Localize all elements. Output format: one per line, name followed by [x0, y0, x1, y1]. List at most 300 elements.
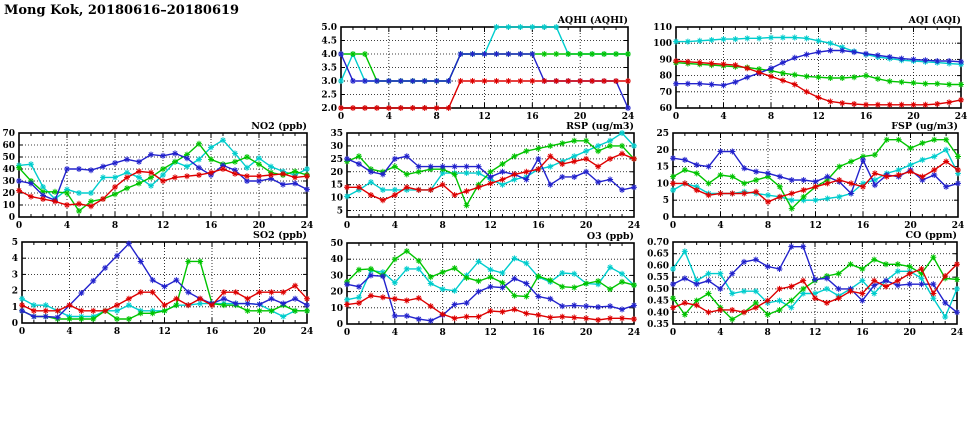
- data-point: [851, 101, 857, 107]
- data-point: [765, 192, 771, 198]
- data-point: [931, 137, 937, 143]
- data-point: [946, 82, 952, 88]
- data-point: [682, 275, 688, 281]
- data-point: [670, 295, 676, 301]
- data-point: [709, 82, 715, 88]
- data-point: [185, 302, 191, 308]
- data-point: [446, 78, 452, 84]
- data-point: [685, 59, 691, 65]
- data-point: [753, 288, 759, 294]
- data-point: [362, 78, 368, 84]
- x-tick-label: 12: [156, 221, 170, 231]
- data-point: [464, 202, 470, 208]
- data-point: [824, 300, 830, 306]
- y-tick-label: 0.70: [647, 238, 669, 248]
- data-point: [919, 266, 925, 272]
- chart-canvas-rsp: [315, 120, 644, 233]
- y-tick-label: 0.50: [647, 284, 669, 295]
- data-point: [499, 177, 505, 183]
- data-point: [859, 278, 865, 284]
- data-point: [173, 302, 179, 308]
- data-point: [732, 79, 738, 85]
- data-point: [280, 182, 286, 188]
- data-point: [523, 260, 529, 266]
- data-point: [304, 296, 310, 302]
- data-point: [416, 187, 422, 193]
- data-point: [801, 194, 807, 200]
- data-point: [673, 39, 679, 45]
- x-tick-label: 0: [343, 328, 351, 338]
- data-point: [88, 167, 94, 173]
- data-point: [827, 40, 833, 46]
- data-point: [816, 74, 822, 80]
- data-point: [553, 51, 559, 57]
- data-point: [517, 24, 523, 30]
- data-point: [863, 102, 869, 108]
- data-point: [476, 314, 482, 320]
- x-tick-label: 12: [158, 327, 171, 337]
- data-point: [470, 51, 476, 57]
- data-point: [476, 289, 482, 295]
- data-point: [827, 75, 833, 81]
- x-tick-label: 8: [764, 328, 771, 338]
- data-point: [717, 286, 723, 292]
- data-point: [955, 154, 961, 160]
- data-point: [848, 288, 854, 294]
- data-point: [732, 36, 738, 42]
- data-point: [268, 308, 274, 314]
- data-point: [780, 70, 786, 76]
- data-point: [434, 78, 440, 84]
- data-point: [78, 316, 84, 322]
- data-point: [625, 51, 631, 57]
- data-point: [836, 286, 842, 292]
- data-point: [887, 54, 893, 60]
- data-point: [744, 74, 750, 80]
- data-point: [943, 147, 949, 153]
- data-point: [114, 316, 120, 322]
- data-point: [789, 177, 795, 183]
- data-point: [919, 281, 925, 287]
- data-point: [907, 264, 913, 270]
- data-point: [788, 298, 794, 304]
- data-point: [304, 302, 310, 308]
- y-tick-label: 30: [330, 141, 343, 152]
- chart-so2: [0, 229, 317, 339]
- data-point: [741, 288, 747, 294]
- data-point: [280, 289, 286, 295]
- data-point: [529, 51, 535, 57]
- data-point: [541, 51, 547, 57]
- data-point: [801, 177, 807, 183]
- data-point: [777, 307, 783, 313]
- data-point: [583, 315, 589, 321]
- data-point: [804, 35, 810, 41]
- data-point: [816, 49, 822, 55]
- data-point: [126, 316, 132, 322]
- chart-canvas-aqhi: [309, 14, 638, 124]
- data-point: [631, 316, 637, 322]
- data-point: [362, 51, 368, 57]
- data-point: [777, 286, 783, 292]
- y-tick-label: 110: [653, 23, 672, 33]
- x-tick-label: 24: [300, 221, 314, 231]
- data-point: [741, 190, 747, 196]
- data-point: [374, 105, 380, 111]
- data-point: [100, 174, 106, 180]
- data-point: [292, 283, 298, 289]
- data-point: [753, 169, 759, 175]
- data-point: [464, 300, 470, 306]
- data-point: [765, 264, 771, 270]
- data-point: [511, 177, 517, 183]
- y-tick-label: 35: [330, 129, 343, 139]
- data-point: [350, 105, 356, 111]
- y-tick-label: 15: [656, 162, 669, 173]
- data-point: [114, 302, 120, 308]
- data-point: [954, 261, 960, 267]
- data-point: [571, 302, 577, 308]
- data-point: [792, 72, 798, 78]
- data-point: [112, 191, 118, 197]
- y-tick-label: 10: [2, 201, 15, 211]
- data-point: [765, 199, 771, 205]
- y-tick-label: 0.60: [647, 261, 669, 272]
- data-point: [338, 105, 344, 111]
- data-point: [380, 197, 386, 203]
- data-point: [464, 188, 470, 194]
- data-point: [718, 172, 724, 178]
- data-point: [505, 78, 511, 84]
- chart-canvas-no2: [0, 120, 317, 233]
- data-point: [768, 65, 774, 71]
- data-point: [753, 177, 759, 183]
- data-point: [511, 276, 517, 282]
- data-point: [875, 52, 881, 58]
- data-point: [908, 145, 914, 151]
- data-point: [136, 174, 142, 180]
- data-point: [535, 312, 541, 318]
- data-point: [452, 288, 458, 294]
- data-point: [871, 278, 877, 284]
- data-point: [619, 271, 625, 277]
- y-tick-label: 3: [11, 270, 18, 281]
- data-point: [547, 315, 553, 321]
- data-point: [172, 150, 178, 156]
- data-point: [571, 315, 577, 321]
- chart-title: AQI (AQI): [908, 15, 961, 26]
- y-tick-label: 100: [653, 39, 672, 50]
- x-tick-label: 24: [950, 328, 964, 338]
- x-tick-label: 20: [579, 328, 593, 338]
- data-point: [631, 184, 637, 190]
- data-point: [899, 102, 905, 108]
- data-point: [756, 69, 762, 75]
- data-point: [670, 180, 676, 186]
- x-tick-label: 20: [573, 112, 587, 122]
- y-tick-label: 0: [336, 320, 343, 330]
- data-point: [863, 51, 869, 57]
- data-point: [434, 105, 440, 111]
- data-point: [488, 284, 494, 290]
- data-point: [801, 187, 807, 193]
- data-point: [922, 102, 928, 108]
- data-point: [244, 154, 250, 160]
- data-point: [452, 315, 458, 321]
- data-point: [589, 78, 595, 84]
- data-point: [780, 35, 786, 41]
- y-tick-label: 2.5: [321, 90, 337, 101]
- data-point: [934, 101, 940, 107]
- data-point: [398, 105, 404, 111]
- y-tick-label: 0.40: [647, 308, 669, 319]
- y-tick-label: 25: [656, 129, 669, 139]
- data-point: [350, 51, 356, 57]
- data-point: [428, 318, 434, 324]
- data-point: [499, 182, 505, 188]
- chart-title: AQHI (AQHI): [557, 15, 628, 26]
- data-point: [304, 186, 310, 192]
- data-point: [827, 99, 833, 105]
- y-tick-label: 3.5: [321, 63, 337, 74]
- data-point: [416, 266, 422, 272]
- data-point: [257, 308, 263, 314]
- data-point: [812, 295, 818, 301]
- data-point: [673, 81, 679, 87]
- x-tick-label: 4: [66, 327, 73, 337]
- data-point: [523, 310, 529, 316]
- data-point: [410, 78, 416, 84]
- data-point: [559, 140, 565, 146]
- data-point: [631, 143, 637, 149]
- data-point: [765, 170, 771, 176]
- data-point: [488, 274, 494, 280]
- data-point: [907, 281, 913, 287]
- data-point: [553, 78, 559, 84]
- x-tick-label: 0: [337, 112, 345, 122]
- data-point: [768, 35, 774, 41]
- data-point: [43, 314, 49, 320]
- data-point: [392, 296, 398, 302]
- data-point: [374, 78, 380, 84]
- data-point: [859, 266, 865, 272]
- data-point: [607, 156, 613, 162]
- chart-aqi: [644, 14, 971, 124]
- data-point: [577, 78, 583, 84]
- data-point: [789, 190, 795, 196]
- data-point: [729, 271, 735, 277]
- x-tick-label: 20: [252, 221, 266, 231]
- data-point: [883, 278, 889, 284]
- data-point: [848, 190, 854, 196]
- data-point: [729, 148, 735, 154]
- data-point: [583, 303, 589, 309]
- y-tick-label: 1: [11, 302, 18, 313]
- chart-title: RSP (ug/m3): [566, 121, 634, 132]
- data-point: [541, 24, 547, 30]
- data-point: [744, 35, 750, 41]
- data-point: [911, 80, 917, 86]
- chart-canvas-aqi: [644, 14, 971, 124]
- data-point: [541, 78, 547, 84]
- data-point: [682, 167, 688, 173]
- data-point: [78, 308, 84, 314]
- data-point: [511, 306, 517, 312]
- data-point: [428, 281, 434, 287]
- data-point: [753, 189, 759, 195]
- data-point: [670, 281, 676, 287]
- data-point: [595, 143, 601, 149]
- chart-title: SO2 (ppb): [253, 230, 307, 241]
- data-point: [64, 166, 70, 172]
- data-point: [717, 271, 723, 277]
- data-point: [895, 268, 901, 274]
- data-point: [517, 78, 523, 84]
- chart-co: [641, 229, 967, 340]
- data-point: [304, 166, 310, 172]
- data-point: [124, 174, 130, 180]
- data-point: [954, 276, 960, 282]
- data-point: [446, 105, 452, 111]
- chart-title: CO (ppm): [905, 230, 957, 241]
- data-point: [499, 309, 505, 315]
- data-point: [31, 314, 37, 320]
- y-tick-label: 40: [2, 165, 15, 175]
- data-point: [694, 162, 700, 168]
- data-point: [859, 291, 865, 297]
- data-point: [851, 74, 857, 80]
- data-point: [31, 308, 37, 314]
- data-point: [871, 257, 877, 263]
- data-point: [619, 143, 625, 149]
- data-point: [899, 79, 905, 85]
- data-point: [872, 170, 878, 176]
- data-point: [64, 202, 70, 208]
- data-point: [625, 78, 631, 84]
- data-point: [595, 278, 601, 284]
- data-point: [899, 56, 905, 62]
- data-point: [577, 51, 583, 57]
- y-tick-label: 0: [662, 213, 669, 223]
- data-point: [535, 156, 541, 162]
- data-point: [812, 276, 818, 282]
- data-point: [571, 138, 577, 144]
- data-point: [955, 167, 961, 173]
- data-point: [601, 51, 607, 57]
- data-point: [43, 308, 49, 314]
- data-point: [777, 184, 783, 190]
- data-point: [919, 174, 925, 180]
- data-point: [955, 180, 961, 186]
- data-point: [777, 194, 783, 200]
- y-tick-label: 4.5: [321, 36, 337, 47]
- data-point: [685, 39, 691, 45]
- data-point: [280, 314, 286, 320]
- data-point: [245, 308, 251, 314]
- data-point: [943, 184, 949, 190]
- data-point: [800, 286, 806, 292]
- data-point: [851, 49, 857, 55]
- x-tick-label: 16: [204, 221, 218, 231]
- x-tick-label: 20: [253, 327, 266, 337]
- x-tick-label: 12: [484, 221, 497, 231]
- data-point: [741, 165, 747, 171]
- x-tick-label: 4: [63, 221, 71, 231]
- data-point: [76, 166, 82, 172]
- data-point: [160, 153, 166, 159]
- data-point: [344, 302, 350, 308]
- data-point: [493, 78, 499, 84]
- data-point: [523, 281, 529, 287]
- data-point: [452, 302, 458, 308]
- data-point: [595, 317, 601, 323]
- data-point: [416, 169, 422, 175]
- data-point: [571, 174, 577, 180]
- x-tick-label: 8: [764, 221, 772, 231]
- y-tick-label: 2: [11, 286, 18, 297]
- data-point: [613, 78, 619, 84]
- data-point: [625, 105, 631, 111]
- data-point: [768, 73, 774, 79]
- data-point: [670, 187, 676, 193]
- data-point: [126, 302, 132, 308]
- data-point: [824, 286, 830, 292]
- data-point: [946, 99, 952, 105]
- data-point: [55, 308, 61, 314]
- data-point: [911, 102, 917, 108]
- data-point: [172, 174, 178, 180]
- data-point: [670, 155, 676, 161]
- data-point: [257, 301, 263, 307]
- data-point: [404, 153, 410, 159]
- x-tick-label: 16: [532, 328, 545, 338]
- data-point: [721, 36, 727, 42]
- data-point: [896, 172, 902, 178]
- data-point: [718, 190, 724, 196]
- page-title: Mong Kok, 20180616–20180619: [4, 3, 240, 18]
- data-point: [744, 65, 750, 71]
- data-point: [887, 78, 893, 84]
- x-tick-label: 20: [903, 328, 916, 338]
- data-point: [511, 153, 517, 159]
- data-point: [517, 51, 523, 57]
- chart-rsp: [315, 120, 644, 233]
- data-point: [76, 190, 82, 196]
- data-point: [559, 161, 565, 167]
- data-point: [464, 170, 470, 176]
- data-point: [162, 308, 168, 314]
- data-point: [304, 308, 310, 314]
- data-point: [792, 35, 798, 41]
- data-point: [792, 55, 798, 61]
- chart-fsp: [641, 120, 968, 233]
- data-point: [860, 157, 866, 163]
- data-point: [416, 316, 422, 322]
- data-point: [184, 173, 190, 179]
- data-point: [788, 244, 794, 250]
- data-point: [559, 284, 565, 290]
- data-point: [493, 51, 499, 57]
- chart-title: NO2 (ppb): [251, 121, 307, 132]
- data-point: [422, 78, 428, 84]
- data-point: [706, 278, 712, 284]
- data-point: [268, 296, 274, 302]
- data-point: [729, 316, 735, 322]
- data-point: [619, 315, 625, 321]
- x-tick-label: 24: [621, 112, 635, 122]
- data-point: [126, 296, 132, 302]
- x-tick-label: 24: [627, 328, 641, 338]
